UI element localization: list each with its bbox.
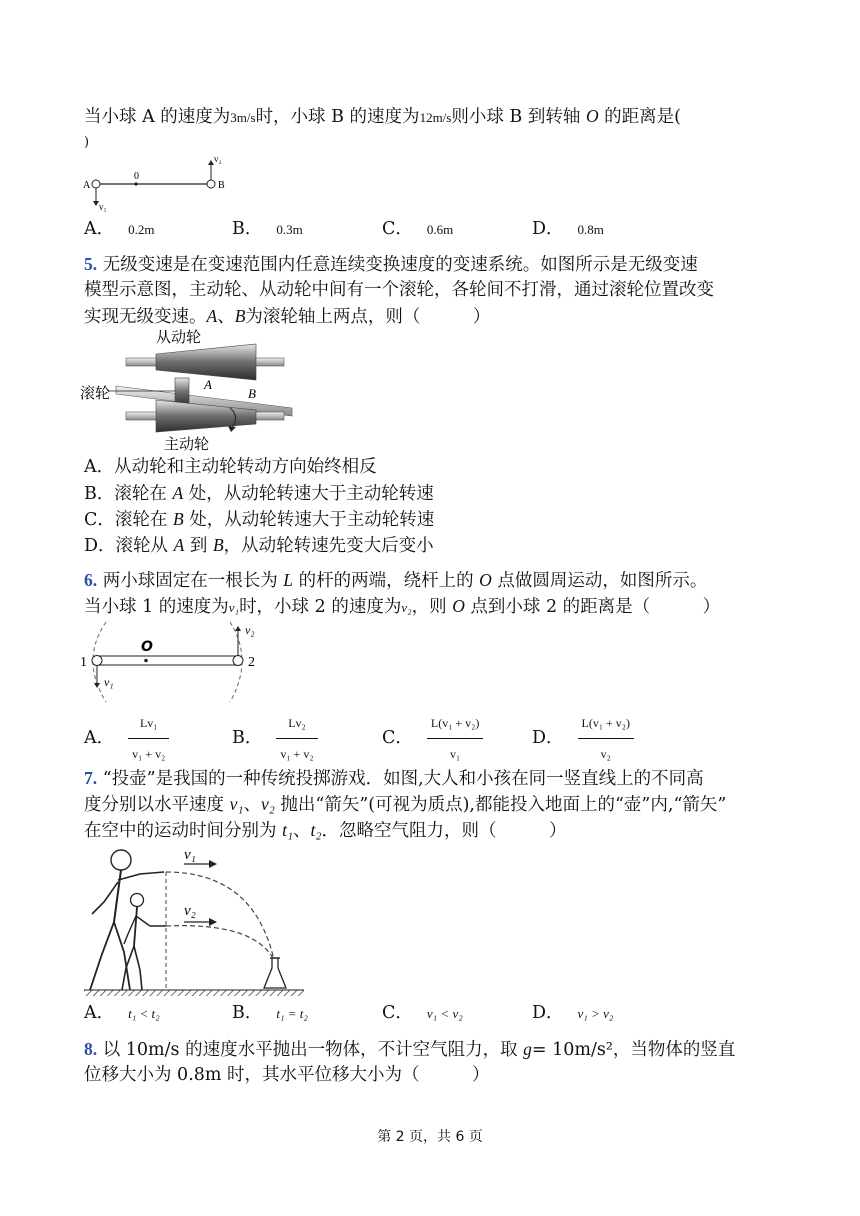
q5-option-c[interactable]: C．滚轮在 B 处，从动轮转速大于主动轮转速 (84, 509, 435, 530)
q8-line2: 位移大小为 0.8m 时，其水平位移大小为（ ） (84, 1065, 490, 1085)
q7-label-v1: v₁ (184, 847, 196, 863)
q7-option-a[interactable]: A． t₁ < t₂ (84, 1003, 160, 1023)
q6-option-c[interactable]: C． $\frac{\text{L(v₁ + v₂)}}{\text{v₁}}$ (382, 710, 483, 767)
q6-figure (80, 618, 270, 708)
q5-figure (80, 328, 300, 452)
page-footer: 第 2 页，共 6 页 (377, 1129, 483, 1145)
q5-option-a[interactable]: A．从动轮和主动轮转动方向始终相反 (84, 457, 377, 477)
q8-number: 8. (84, 1039, 98, 1059)
q5-option-b[interactable]: B．滚轮在 A 处，从动轮转速大于主动轮转速 (84, 483, 434, 504)
q6-label-v2: v₂ (245, 623, 255, 637)
q7-line3: 在空中的运动时间分别为 t₁、t₂．忽略空气阻力，则（ ） (84, 820, 567, 841)
q4-label-b: B (218, 180, 225, 191)
q6-option-d[interactable]: D． $\frac{\text{L(v₁ + v₂)}}{\text{v₂}}$ (532, 710, 634, 767)
q6-line1: 6. 两小球固定在一根长为 L 的杆的两端，绕杆上的 O 点做圆周运动，如图所示。 (84, 570, 708, 591)
q5-label-roller: 滚轮 (80, 384, 111, 402)
adult-figure (90, 850, 164, 990)
q6-line2: 当小球 1 的速度为v₁时，小球 2 的速度为v₂，则 O 点到小球 2 的距离是（ ） (84, 596, 721, 617)
q4-label-o: 0 (134, 171, 139, 182)
q6-label-o: O (141, 639, 153, 655)
q4-option-b[interactable]: B． 0.3m (232, 219, 303, 239)
q4-close: ) (84, 135, 90, 150)
q5-label-a: A (204, 377, 212, 392)
q7-option-d[interactable]: D． v₁ > v₂ (532, 1003, 614, 1023)
q4-option-d[interactable]: D． 0.8m (532, 219, 604, 239)
q5-line3: 实现无级变速。A、B为滚轮轴上两点，则（ ） (84, 306, 491, 327)
q4-stem: 当小球 A 的速度为3m/s时，小球 B 的速度为12m/s则小球 B 到转轴 O 的距离是( (84, 106, 681, 127)
q7-option-b[interactable]: B． t₁ = t₂ (232, 1003, 308, 1023)
q7-line2: 度分别以水平速度 v₁、v₂ 抛出“箭矢”(可视为质点),都能投入地面上的“壶”内,“箭矢” (84, 794, 727, 815)
q6-label-2: 2 (248, 655, 255, 670)
q6-option-b[interactable]: B． $\frac{\text{Lv₂}}{\text{v₁ + v₂}}$ (232, 710, 318, 767)
q6-number: 6. (84, 570, 98, 590)
q6-label-v1: v₁ (104, 675, 114, 689)
q5-line1: 5. 无级变速是在变速范围内任意连续变换速度的变速系统。如图所示是无级变速 (84, 254, 698, 275)
q4-option-c[interactable]: C． 0.6m (382, 219, 454, 239)
q5-number: 5. (84, 254, 98, 274)
pot-icon (264, 958, 286, 988)
q7-label-v2: v₂ (184, 903, 196, 919)
q7-option-c[interactable]: C． v₁ < v₂ (382, 1003, 463, 1023)
q5-option-d[interactable]: D．滚轮从 A 到 B，从动轮转速先变大后变小 (84, 535, 434, 556)
q6-option-a[interactable]: A． $\frac{\text{Lv₁}}{\text{v₁ + v₂}}$ (84, 710, 169, 767)
q8-line1: 8. 以 10m/s 的速度水平抛出一物体，不计空气阻力，取 g= 10m/s²，当物体的竖直 (84, 1039, 736, 1060)
q7-line1: 7. “投壶”是我国的一种传统投掷游戏．如图,大人和小孩在同一竖直线上的不同高 (84, 768, 704, 789)
q4-label-v2: v₂ (214, 154, 222, 164)
q4-option-a[interactable]: A． 0.2m (84, 219, 155, 239)
q4-label-a: A (83, 180, 91, 191)
q5-line2: 模型示意图，主动轮、从动轮中间有一个滚轮，各轮间不打滑，通过滚轮位置改变 (84, 280, 714, 300)
q5-label-driving: 主动轮 (164, 435, 210, 452)
q5-label-driven: 从动轮 (156, 328, 202, 346)
q7-figure (84, 842, 304, 1000)
q4-figure (80, 152, 240, 212)
q4-label-v1: v₁ (99, 202, 107, 212)
q7-number: 7. (84, 768, 98, 788)
q6-label-1: 1 (80, 655, 87, 670)
q5-label-b: B (248, 386, 256, 401)
